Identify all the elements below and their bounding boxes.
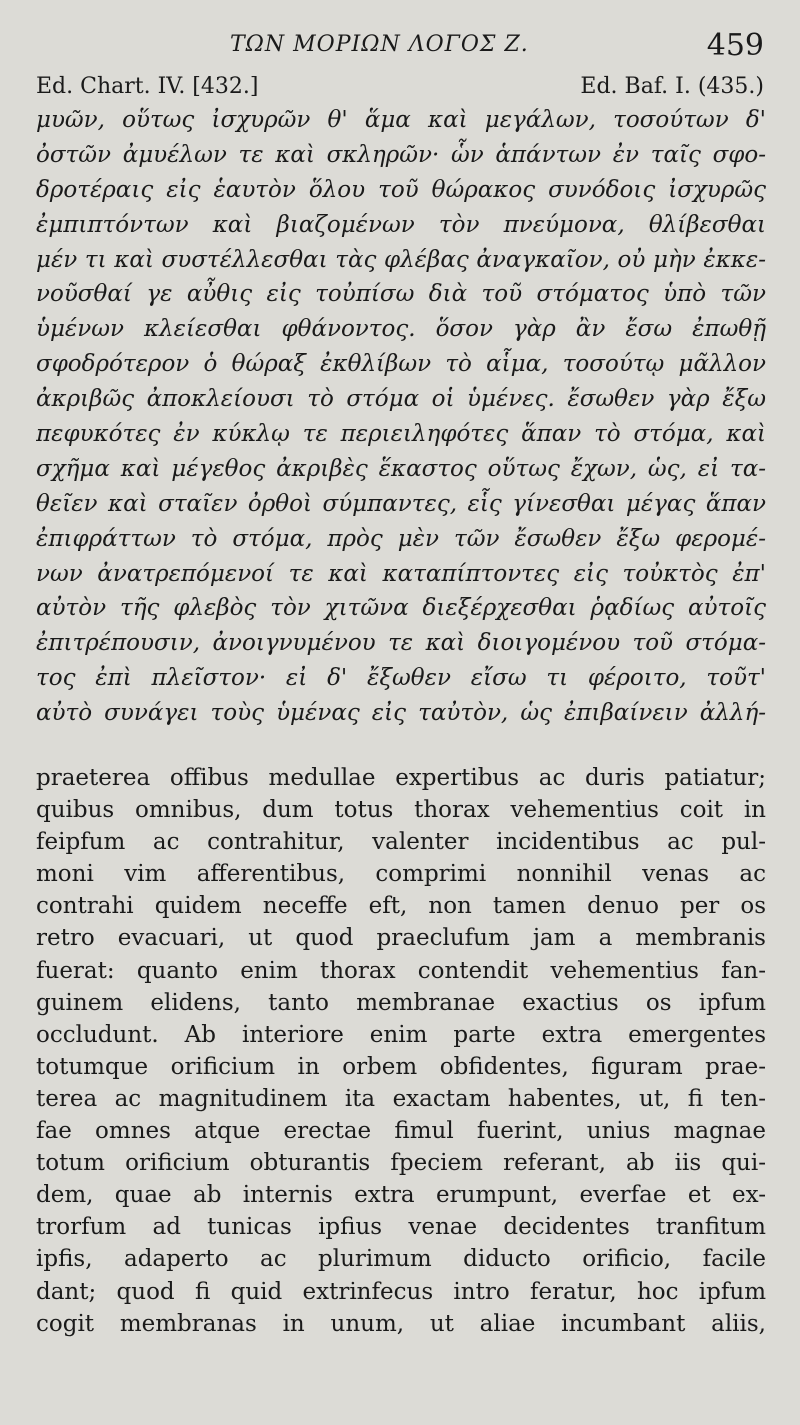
running-head	[0, 28, 800, 64]
greek-line: ἐμπιπτόντων καὶ βιαζομένων τὸν πνεύμονα, θλίβεσθαι	[36, 211, 766, 238]
greek-line: πεφυκότες ἐν κύκλῳ τε περιειληφότες ἅπαν τὸ στόμα, καὶ	[36, 421, 766, 448]
greek-line: ἐπιφράττων τὸ στόμα, πρὸς μὲν τῶν ἔσωθεν ἔξω φερομέ-	[36, 525, 766, 552]
latin-line: fuerat: quanto enim thorax contendit vehementius fan-	[36, 957, 766, 984]
greek-line: δροτέραις εἰς ἑαυτὸν ὅλου τοῦ θώρακος συνόδοις ἰσχυρῶς	[36, 176, 766, 203]
greek-line: σχῆμα καὶ μέγεθος ἀκριβὲς ἕκαστος οὕτως ἔχων, ὡς, εἰ τα-	[36, 455, 766, 482]
latin-line: dant; quod fi quid extrinfecus intro feratur, hoc ipfum	[36, 1278, 766, 1305]
page-number: 459	[706, 28, 764, 63]
greek-line: σφοδρότερον ὁ θώραξ ἐκθλίβων τὸ αἷμα, τοσούτῳ μᾶλλον	[36, 351, 766, 378]
running-title: ΤΩΝ ΜΟΡΙΩΝ ΛΟΓΟΣ Ζ.	[230, 32, 529, 57]
latin-line: ipfis, adaperto ac plurimum diducto orificio, facile	[36, 1246, 766, 1273]
latin-line: moni vim afferentibus, comprimi nonnihil venas ac	[36, 861, 766, 888]
greek-line: μυῶν, οὕτως ἰσχυρῶν θ' ἅμα καὶ μεγάλων, τοσούτων δ'	[36, 107, 766, 133]
edition-reference-line	[36, 74, 764, 104]
greek-line: τος ἐπὶ πλεῖστον· εἰ δ' ἔξωθεν εἴσω τι φέροιτο, τοῦτ'	[36, 665, 766, 692]
edition-chartier-reference: Ed. Chart. IV. [432.]	[36, 74, 259, 99]
latin-line: fae omnes atque erectae fimul fuerint, unius magnae	[36, 1118, 766, 1145]
greek-text-block	[36, 103, 766, 731]
greek-line: νοῦσθαί γε αὖθις εἰς τοὐπίσω διὰ τοῦ στόματος ὑπὸ τῶν	[36, 281, 766, 308]
greek-line: ὑμένων κλείεσθαι φθάνοντος. ὅσον γὰρ ἂν ἔσω ἐπωθῇ	[36, 316, 766, 343]
latin-text-block	[36, 762, 766, 1340]
edition-basel-reference: Ed. Baf. I. (435.)	[580, 74, 764, 99]
latin-line: totum orificium obturantis fpeciem referant, ab iis qui-	[36, 1150, 766, 1177]
latin-line: terea ac magnitudinem ita exactam habentes, ut, fi ten-	[36, 1085, 766, 1112]
greek-line: νων ἀνατρεπόμενοί τε καὶ καταπίπτοντες εἰς τοὐκτὸς ἐπ'	[36, 560, 766, 587]
latin-line: guinem elidens, tanto membranae exactius os ipfum	[36, 989, 766, 1016]
latin-line: retro evacuari, ut quod praeclufum jam a membranis	[36, 925, 766, 952]
greek-line: αὐτὸν τῆς φλεβὸς τὸν χιτῶνα διεξέρχεσθαι ῥᾳδίως αὐτοῖς	[36, 595, 766, 622]
latin-line: occludunt. Ab interiore enim parte extra emergentes	[36, 1021, 766, 1048]
latin-line: quibus omnibus, dum totus thorax vehementius coit in	[36, 797, 766, 824]
latin-line: praeterea offibus medullae expertibus ac duris patiatur;	[36, 765, 766, 791]
greek-line: μέν τι καὶ συστέλλεσθαι τὰς φλέβας ἀναγκαῖον, οὐ μὴν ἐκκε-	[36, 246, 766, 273]
latin-line: feipfum ac contrahitur, valenter incidentibus ac pul-	[36, 829, 766, 856]
greek-line: θεῖεν καὶ σταῖεν ὀρθοὶ σύμπαντες, εἷς γίνεσθαι μέγας ἅπαν	[36, 490, 766, 517]
greek-line: αὐτὸ συνάγει τοὺς ὑμένας εἰς ταὐτὸν, ὡς ἐπιβαίνειν ἀλλή-	[36, 700, 766, 727]
latin-line: totumque orificium in orbem obfidentes, figuram prae-	[36, 1053, 766, 1080]
greek-line: ὀστῶν ἀμυέλων τε καὶ σκληρῶν· ὧν ἁπάντων ἐν ταῖς σφο-	[36, 141, 766, 168]
greek-line: ἀκριβῶς ἀποκλείουσι τὸ στόμα οἱ ὑμένες. ἔσωθεν γὰρ ἔξω	[36, 386, 766, 413]
latin-line: dem, quae ab internis extra erumpunt, everfae et ex-	[36, 1182, 766, 1209]
latin-line: trorfum ad tunicas ipfius venae decidentes tranfitum	[36, 1214, 766, 1241]
greek-line: ἐπιτρέπουσιν, ἀνοιγνυμένου τε καὶ διοιγομένου τοῦ στόμα-	[36, 630, 766, 657]
latin-line: contrahi quidem neceffe eft, non tamen denuo per os	[36, 893, 766, 920]
latin-line: cogit membranas in unum, ut aliae incumbant aliis,	[36, 1310, 766, 1337]
